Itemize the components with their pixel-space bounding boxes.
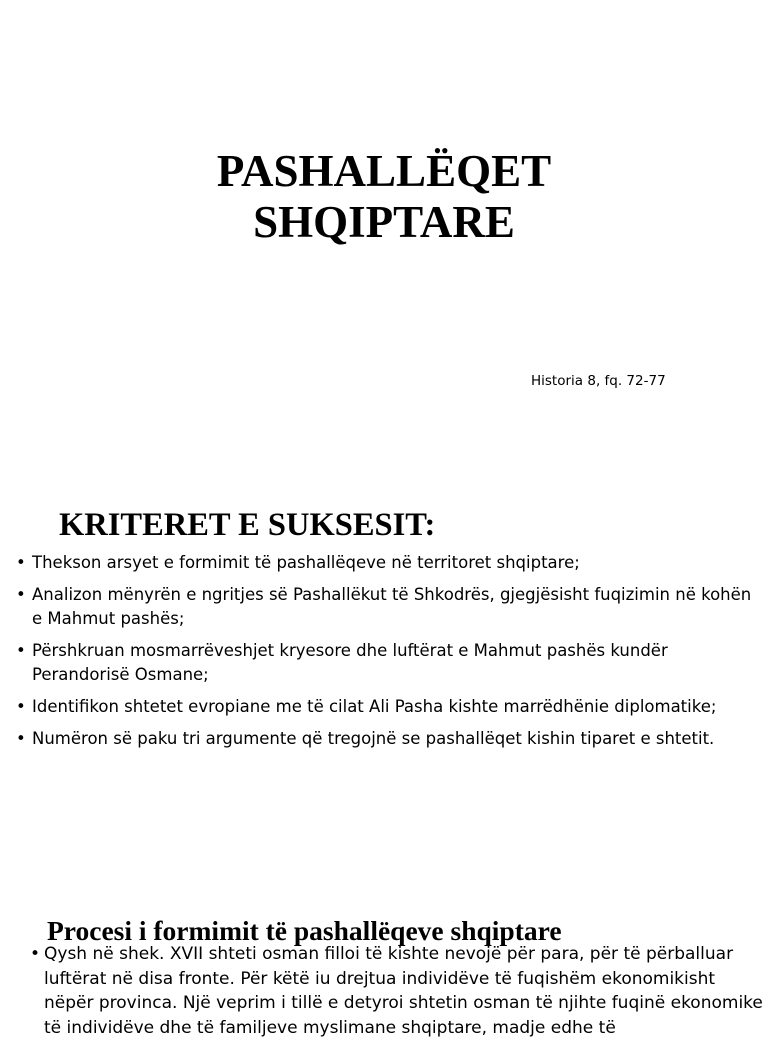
- process-slide: [0, 862, 768, 1038]
- list-item-text: Identifikon shtetet evropiane me të cilat Ali Pasha kishte marrëdhënie diplomatike;: [32, 697, 717, 716]
- list-item: [16, 695, 760, 719]
- list-item: [30, 942, 765, 1040]
- list-item: [16, 583, 760, 631]
- bullet-icon: •: [30, 944, 41, 964]
- criteria-heading: KRITERET E SUKSESIT:: [59, 506, 436, 543]
- title-slide: [0, 0, 768, 448]
- list-item: [16, 551, 760, 575]
- bullet-icon: •: [16, 585, 26, 604]
- list-item-text: Përshkruan mosmarrëveshjet kryesore dhe luftërat e Mahmut pashës kundër Perandorisë Osmane;: [32, 641, 668, 684]
- bullet-icon: •: [16, 641, 26, 660]
- criteria-list: [16, 551, 760, 759]
- bullet-icon: •: [16, 697, 26, 716]
- list-item-text: Thekson arsyet e formimit të pashallëqeve në territoret shqiptare;: [32, 553, 580, 572]
- criteria-slide: [0, 448, 768, 862]
- list-item: [16, 639, 760, 687]
- title-line-1: PASHALLËQET: [216, 146, 552, 197]
- title-line-2: SHQIPTARE: [253, 197, 515, 248]
- process-heading: Procesi i formimit të pashallëqeve shqiptare: [47, 914, 562, 946]
- list-item-text: Numëron së paku tri argumente që tregojnë se pashallëqet kishin tiparet e shtetit.: [32, 729, 715, 748]
- presentation-title: [0, 146, 768, 248]
- process-list: [30, 942, 765, 1040]
- list-item-text: Qysh në shek. XVII shteti osman filloi të kishte nevojë për para, për të përballuar luftërat në disa fronte. Për këtë iu drejtua individëve të fuqishëm ekonomikisht nëpër provinca. Një veprim i tillë e detyroi shtetin osman të njihte fuqinë ekonomike të individëve dhe të familjeve myslimane shqiptare, madje edhe të: [44, 944, 763, 1038]
- textbook-citation: Historia 8, fq. 72-77: [531, 373, 666, 389]
- bullet-icon: •: [16, 729, 26, 748]
- bullet-icon: •: [16, 553, 26, 572]
- list-item: [16, 727, 760, 751]
- list-item-text: Analizon mënyrën e ngritjes së Pashallëkut të Shkodrës, gjegjësisht fuqizimin në kohën e Mahmut pashës;: [32, 585, 752, 628]
